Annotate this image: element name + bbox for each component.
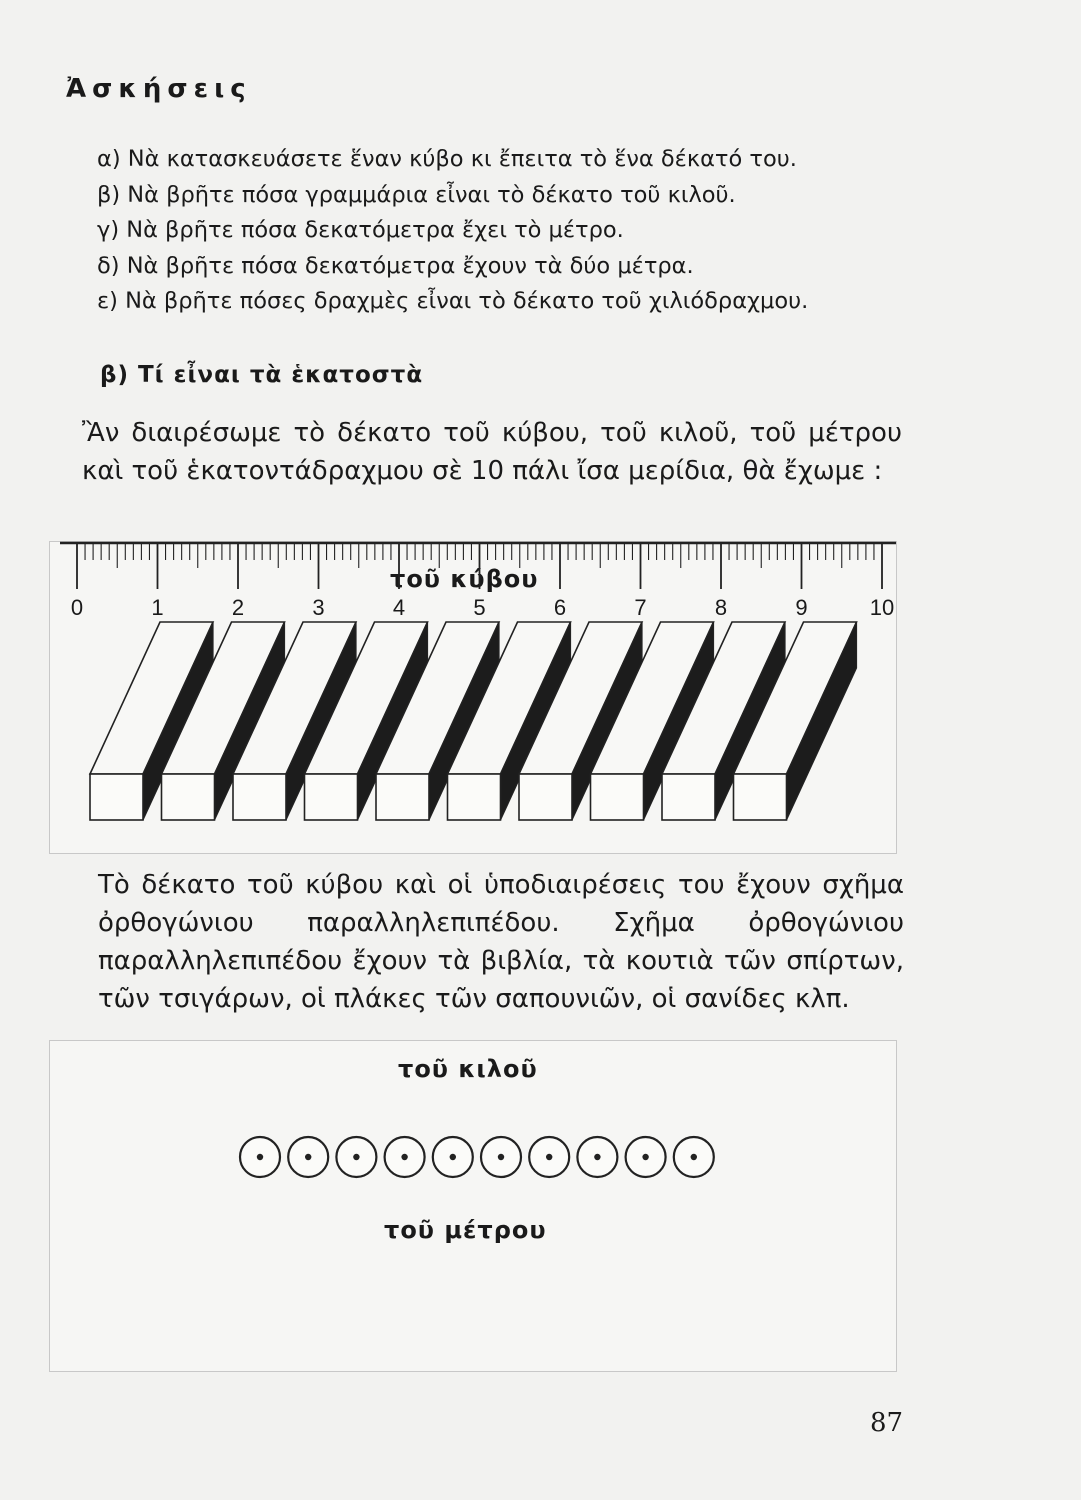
exercise-item: γ) Νὰ βρῆτε πόσα δεκατόμετρα ἔχει τὸ μέτρο. [97, 217, 624, 243]
exercises-heading: Ἀσκήσεις [66, 74, 252, 104]
weight-disc [481, 1137, 521, 1177]
ruler-number: 6 [553, 595, 567, 620]
section-title: β) Τί εἶναι τὰ ἑκατοστὰ [100, 362, 424, 388]
metre-figure-label: τοῦ μέτρου [384, 1216, 547, 1244]
ruler-number: 4 [392, 595, 406, 620]
weight-disc [385, 1137, 425, 1177]
page-number: 87 [870, 1408, 904, 1438]
weight-disc [529, 1137, 569, 1177]
exercise-item: α) Νὰ κατασκευάσετε ἕναν κύβο κι ἔπειτα τὸ ἕνα δέκατό του. [97, 146, 797, 172]
ruler-number: 10 [869, 595, 895, 620]
ruler-number: 5 [473, 595, 486, 620]
weight-disc [336, 1137, 376, 1177]
ruler-number: 0 [70, 595, 84, 620]
ruler-number: 3 [312, 595, 325, 620]
ruler-number: 2 [231, 595, 245, 620]
exercise-list [97, 142, 927, 320]
cube-figure-label: τοῦ κύβου [390, 565, 539, 593]
exercise-item: δ) Νὰ βρῆτε πόσα δεκατόμετρα ἔχουν τὰ δύο μέτρα. [97, 252, 694, 279]
ruler-number: 8 [714, 595, 728, 620]
weight-disc [626, 1137, 666, 1177]
intro-paragraph: Ἂν διαιρέσωμε τὸ δέκατο τοῦ κύβου, τοῦ κιλοῦ, τοῦ μέτρου καὶ τοῦ ἑκατοντάδραχμου σὲ 10 πάλι ἴσα μερίδια, θὰ ἔχωμε : [82, 418, 902, 486]
ruler-number: 7 [634, 595, 647, 620]
weight-disc [433, 1137, 473, 1177]
weight-disc [577, 1137, 617, 1177]
cube-tenths-figure [49, 541, 897, 854]
exercise-item: β) Νὰ βρῆτε πόσα γραμμάρια εἶναι τὸ δέκατο τοῦ κιλοῦ. [97, 181, 736, 208]
weight-disc [240, 1137, 280, 1177]
parallelepiped-paragraph: Τὸ δέκατο τοῦ κύβου καὶ οἱ ὑποδιαιρέσεις του ἔχουν σχῆμα ὀρθογώνιου παραλληλεπιπέδου. Σχῆμα ὀρθογώνιου παραλληλεπιπέδου ἔχουν τὰ βιβλία, τὰ κουτιὰ τῶν σπίρτων, τῶν τσιγάρων, οἱ πλάκες τῶν σαπουνιῶν, οἱ σανίδες κλπ. [98, 870, 904, 1014]
exercise-item: ε) Νὰ βρῆτε πόσες δραχμὲς εἶναι τὸ δέκατο τοῦ χιλιόδραχμου. [97, 288, 809, 314]
weight-disc [674, 1137, 714, 1177]
weight-disc [288, 1137, 328, 1177]
ruler-number: 1 [151, 595, 164, 620]
ruler-number: 9 [795, 595, 808, 620]
kilo-figure-label: τοῦ κιλοῦ [398, 1055, 538, 1083]
